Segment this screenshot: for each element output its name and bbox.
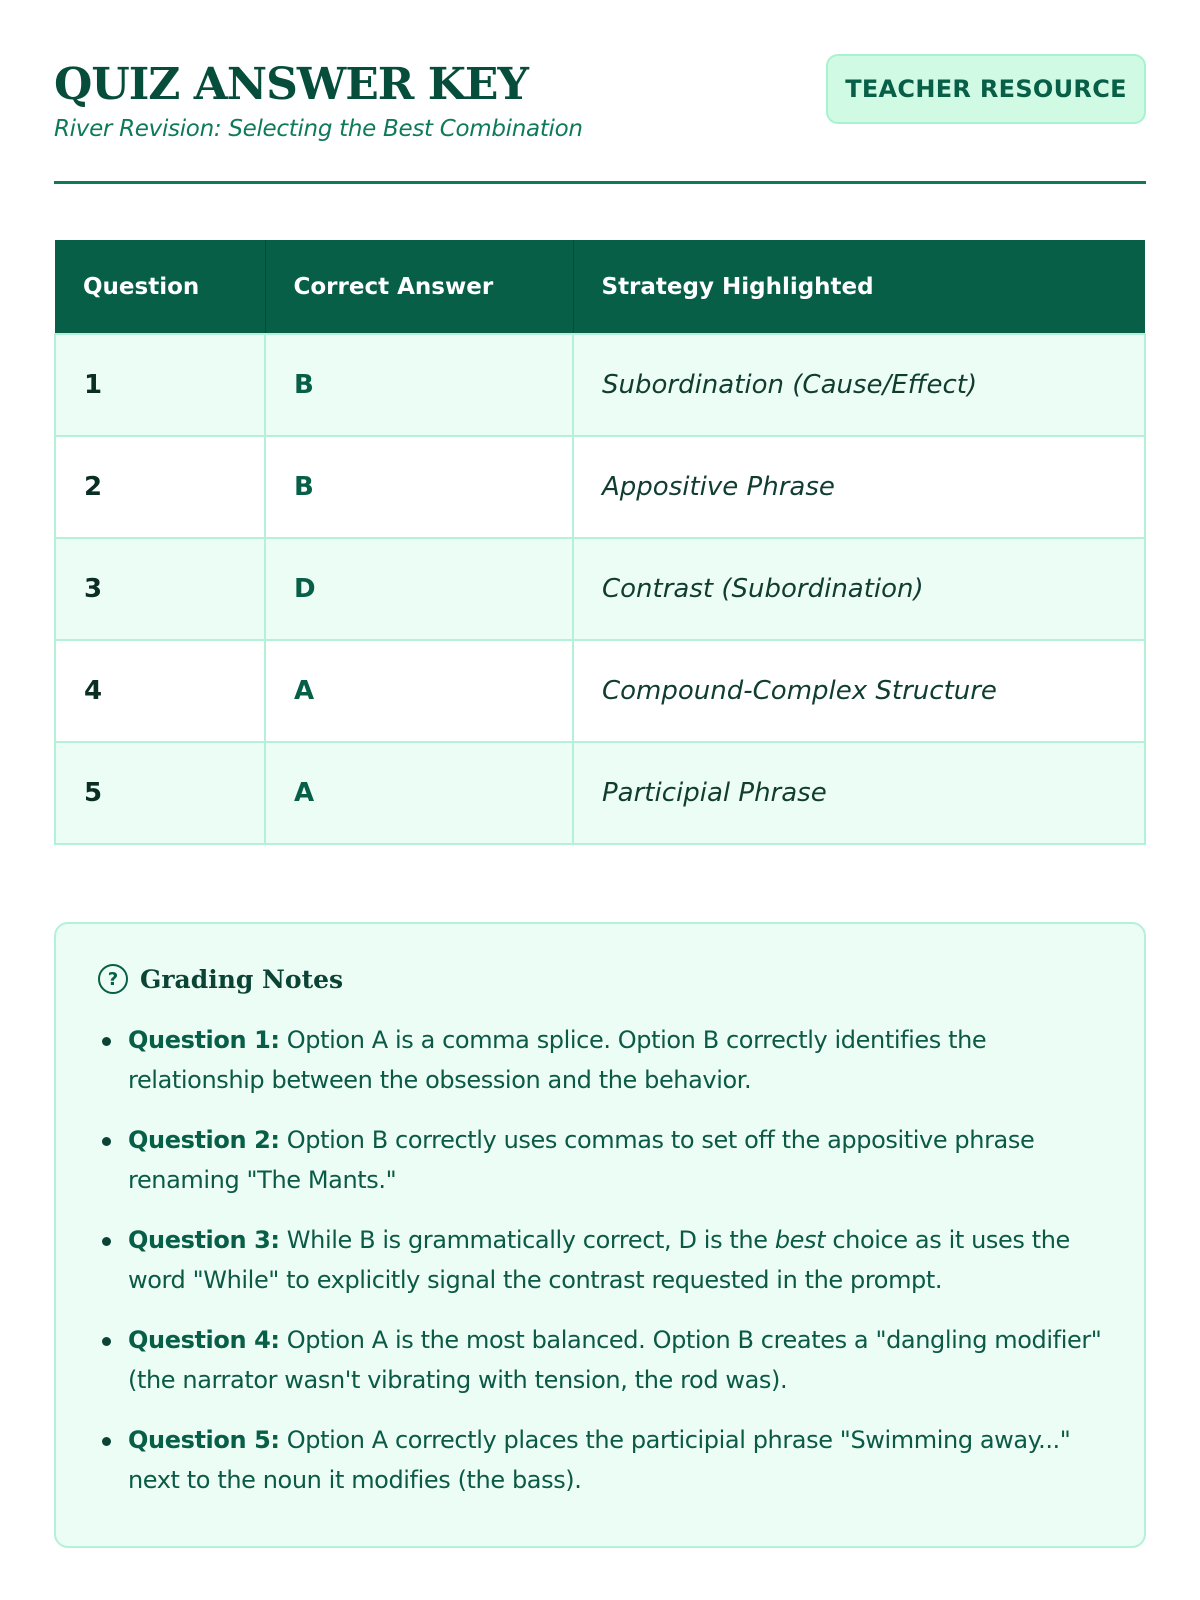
question-number: 5	[55, 742, 265, 844]
header-divider	[54, 181, 1146, 184]
note-text: Option A correctly places the participial phrase "Swimming away..." next to the noun it modifies (the bass).	[128, 1426, 1071, 1494]
list-item	[98, 1120, 1104, 1200]
correct-answer: A	[265, 640, 573, 742]
note-label: Question 4:	[128, 1326, 280, 1354]
table-row	[55, 334, 1145, 436]
table-header-row	[55, 240, 1145, 334]
table-row	[55, 742, 1145, 844]
note-text: Option B correctly uses commas to set off the appositive phrase renaming "The Mants."	[128, 1126, 1035, 1194]
strategy: Contrast (Subordination)	[573, 538, 1145, 640]
table-row	[55, 436, 1145, 538]
note-label: Question 3:	[128, 1226, 280, 1254]
correct-answer: A	[265, 742, 573, 844]
note-emphasis: best	[774, 1226, 826, 1254]
question-number: 2	[55, 436, 265, 538]
correct-answer: D	[265, 538, 573, 640]
teacher-resource-badge: TEACHER RESOURCE	[826, 54, 1146, 124]
note-text: Option A is a comma splice. Option B correctly identifies the relationship between the obsession and the behavior.	[128, 1026, 987, 1094]
column-header-answer: Correct Answer	[265, 240, 573, 334]
strategy: Participial Phrase	[573, 742, 1145, 844]
note-label: Question 2:	[128, 1126, 280, 1154]
question-number: 4	[55, 640, 265, 742]
list-item	[98, 1220, 1104, 1300]
note-label: Question 5:	[128, 1426, 280, 1454]
list-item	[98, 1320, 1104, 1400]
note-label: Question 1:	[128, 1026, 280, 1054]
table-row	[55, 640, 1145, 742]
strategy: Appositive Phrase	[573, 436, 1145, 538]
correct-answer: B	[265, 436, 573, 538]
correct-answer: B	[265, 334, 573, 436]
list-item	[98, 1020, 1104, 1100]
strategy: Compound-Complex Structure	[573, 640, 1145, 742]
grading-notes-panel	[54, 922, 1146, 1548]
grading-notes-list	[98, 1020, 1104, 1500]
answer-key-table	[54, 240, 1146, 845]
page-title: QUIZ ANSWER KEY	[54, 59, 528, 110]
list-item	[98, 1420, 1104, 1500]
column-header-question: Question	[55, 240, 265, 334]
column-header-strategy: Strategy Highlighted	[573, 240, 1145, 334]
page-header	[54, 54, 1146, 184]
strategy: Subordination (Cause/Effect)	[573, 334, 1145, 436]
note-text: Option A is the most balanced. Option B creates a "dangling modifier" (the narrator wasn't vibrating with tension, the rod was).	[128, 1326, 1102, 1394]
question-number: 3	[55, 538, 265, 640]
page-subtitle: River Revision: Selecting the Best Combination	[54, 116, 583, 142]
note-text: While B is grammatically correct, D is the	[279, 1226, 775, 1254]
grading-notes-header	[98, 964, 1104, 994]
table-row	[55, 538, 1145, 640]
question-circle-icon: ?	[98, 964, 128, 994]
grading-notes-title: Grading Notes	[140, 964, 344, 994]
note-text: choice as it uses the word "While" to explicitly signal the contrast requested in the prompt.	[128, 1226, 1070, 1294]
question-number: 1	[55, 334, 265, 436]
